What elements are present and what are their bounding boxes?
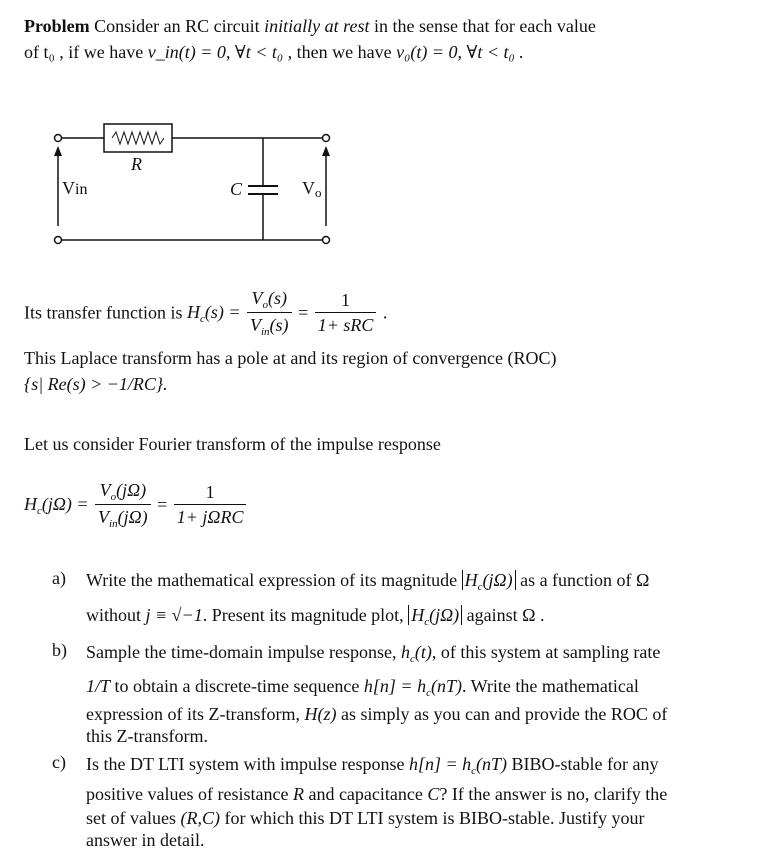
- problem-line2-vin: v_in(t) = 0, ∀t < t₀ ,: [147, 42, 293, 62]
- problem-intro: Consider an RC circuit: [94, 16, 260, 36]
- question-c-line1: Is the DT LTI system with impulse response $h[n] = h_c(nT)$ BIBO-stable for any: [86, 754, 659, 777]
- fourier-lead: Let us consider Fourier transform of the impulse response: [24, 434, 441, 454]
- question-c-line3: set of values (R,C) for which this DT LTI system is BIBO-stable. Justify your: [86, 808, 645, 828]
- question-a-line2: without j ≡ √−1. Present its magnitude plot, $H_c(j\Omega)$ against Ω .: [86, 605, 545, 628]
- question-c-label: c): [52, 752, 66, 772]
- magnitude-expr: $H_c(j\Omega)$: [462, 570, 516, 590]
- laplace-text: This Laplace transform has a pole at and its region of convergence (ROC): [24, 348, 557, 368]
- problem-line2-a: of t₀ , if we have: [24, 42, 144, 62]
- transfer-lead: Its transfer function is: [24, 302, 183, 323]
- problem-rest: in the sense that for each value: [373, 16, 596, 36]
- magnitude-plot-expr: $H_c(j\Omega)$: [408, 605, 462, 625]
- problem-label: Problem: [24, 16, 90, 36]
- fourier-fraction-1: $\frac{V_o(j\Omega)}{V_{in}(j\Omega)}$: [95, 480, 151, 530]
- vin-label: Vin: [62, 178, 88, 198]
- transfer-function: Its transfer function is $H_c(s)$ = $\frac{V_o(s)}{V_{in}(s)}$ = $\frac{1}{\text{1+ sRC}}$ .: [24, 288, 388, 338]
- problem-line2-then: then we have: [296, 42, 392, 62]
- resistor-label: R: [131, 154, 142, 174]
- terminal-bottom-left: [55, 237, 62, 244]
- transfer-fraction-1: $\frac{V_o(s)}{V_{in}(s)}$: [247, 288, 292, 338]
- vo-label: Vo: [302, 178, 322, 200]
- laplace-roc: {s| Re(s) > −1/RC}.: [24, 374, 168, 394]
- problem-line2-vo: v₀(t) = 0, ∀t < t₀ .: [396, 42, 524, 62]
- vo-arrow-head: [322, 146, 330, 156]
- transfer-lhs: $H_c(s)$ =: [186, 301, 241, 325]
- terminal-bottom-right: [323, 237, 330, 244]
- question-b-line1: Sample the time-domain impulse response, $h_c(t)$, of this system at sampling rate: [86, 642, 661, 665]
- fourier-lhs: $H_c(j\Omega)$ =: [24, 493, 89, 517]
- question-b-label: b): [52, 640, 67, 660]
- question-c-line2: positive values of resistance R and capacitance C? If the answer is no, clarify the: [86, 784, 668, 804]
- vin-arrow-head: [54, 146, 62, 156]
- question-b-line3: expression of its Z-transform, H(z) as simply as you can and provide the ROC of: [86, 704, 668, 724]
- terminal-top-left: [55, 135, 62, 142]
- transfer-fraction-2: $\frac{1}{\text{1+ sRC}}$: [315, 290, 377, 336]
- question-b-line2: 1/T to obtain a discrete-time sequence $h[n] = h_c(nT)$. Write the mathematical: [86, 676, 639, 699]
- question-b-line4: this Z-transform.: [86, 726, 208, 746]
- capacitor-label: C: [230, 179, 243, 199]
- question-a-line1: Write the mathematical expression of its magnitude $H_c(j\Omega)$ as a function of Ω: [86, 570, 650, 593]
- problem-emphasis: initially at rest: [264, 16, 370, 36]
- fourier-equation: $H_c(j\Omega)$ = $\frac{V_o(j\Omega)}{V_{in}(j\Omega)}$ = $\frac{1}{\text{1+ jΩRC}}$: [24, 480, 248, 530]
- terminal-top-right: [323, 135, 330, 142]
- question-c-line4: answer in detail.: [86, 830, 205, 850]
- question-a-label: a): [52, 568, 66, 588]
- fourier-fraction-2: $\frac{1}{\text{1+ jΩRC}}$: [174, 482, 247, 528]
